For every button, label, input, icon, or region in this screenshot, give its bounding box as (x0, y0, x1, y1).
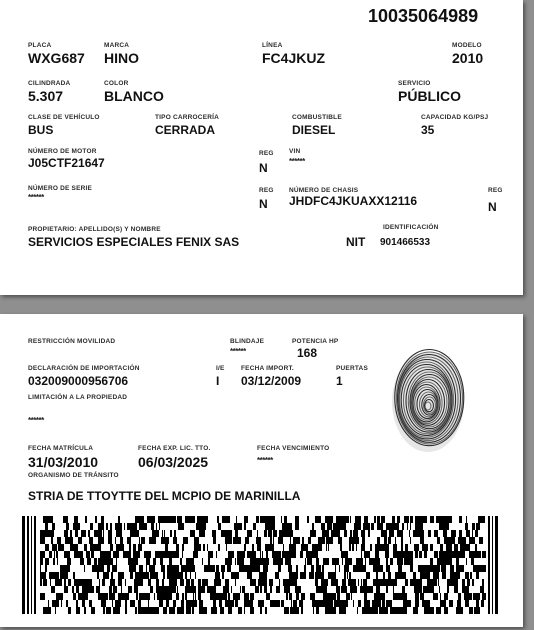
reg-motor-value: N (259, 161, 268, 175)
barcode-pdf417 (22, 516, 500, 614)
puertas-label: PUERTAS (336, 365, 368, 372)
carroceria-label: TIPO CARROCERÍA (155, 114, 220, 121)
servicio-label: SERVICIO (398, 80, 431, 87)
modelo-label: MODELO (452, 42, 482, 49)
declaracion-label: DECLARACIÓN DE IMPORTACIÓN (28, 365, 140, 372)
placa-value: WXG687 (28, 50, 85, 66)
ie-value: I (216, 374, 220, 388)
barcode-icon (22, 516, 500, 614)
vin-value: ****** (289, 157, 305, 166)
marca-label: MARCA (104, 42, 130, 49)
fecha-venc-label: FECHA VENCIMIENTO (257, 445, 330, 452)
motor-value: J05CTF21647 (28, 156, 105, 170)
clase-value: BUS (28, 123, 54, 137)
reg-serie-value: N (488, 200, 497, 214)
identificacion-label: IDENTIFICACIÓN (383, 224, 439, 231)
propietario-label: PROPIETARIO: APELLIDO(S) Y NOMBRE (28, 226, 161, 233)
fecha-import-label: FECHA IMPORT. (241, 365, 294, 372)
reg-motor-label: REG (259, 150, 274, 157)
servicio-value: PÚBLICO (398, 88, 461, 104)
fingerprint-icon (384, 348, 466, 456)
motor-label: NÚMERO DE MOTOR (28, 148, 97, 155)
color-label: COLOR (104, 80, 129, 87)
limitacion-value: ****** (28, 416, 44, 425)
reg-chasis-label: REG (259, 187, 274, 194)
cilindrada-label: CILINDRADA (28, 80, 71, 87)
placa-label: PLACA (28, 42, 52, 49)
combustible-label: COMBUSTIBLE (292, 114, 342, 121)
reg-serie-label: REG (488, 187, 503, 194)
capacidad-value: 35 (421, 123, 435, 137)
marca-value: HINO (104, 50, 139, 66)
potencia-label: POTENCIA HP (292, 338, 339, 345)
ie-label: I/E (216, 365, 225, 372)
modelo-value: 2010 (452, 50, 484, 66)
capacidad-label: CAPACIDAD KG/PSJ (421, 114, 489, 121)
restriccion-label: RESTRICCIÓN MOVILIDAD (28, 338, 116, 345)
clase-label: CLASE DE VEHÍCULO (28, 114, 100, 121)
fecha-venc-value: ****** (257, 456, 273, 465)
fecha-matricula-label: FECHA MATRÍCULA (28, 445, 94, 452)
fecha-matricula-value: 31/03/2010 (28, 454, 99, 470)
chasis-value: JHDFC4JKUAXX12116 (289, 194, 418, 208)
identificacion-value: 901466533 (380, 237, 431, 248)
limitacion-label: LIMITACIÓN A LA PROPIEDAD (28, 394, 128, 401)
serie-value: ****** (28, 193, 44, 202)
serie-label: NÚMERO DE SERIE (28, 185, 93, 192)
fecha-import-value: 03/12/2009 (241, 374, 302, 388)
vin-label: VIN (289, 148, 301, 155)
blindaje-label: BLINDAJE (230, 338, 265, 345)
license-card-front (0, 0, 523, 295)
linea-value: FC4JKUZ (262, 50, 326, 66)
fecha-exp-value: 06/03/2025 (138, 454, 209, 470)
combustible-value: DIESEL (292, 123, 336, 137)
carroceria-value: CERRADA (155, 123, 215, 137)
chasis-label: NÚMERO DE CHASIS (289, 187, 359, 194)
declaracion-value: 032009000956706 (28, 374, 129, 388)
id-doc-type: NIT (346, 235, 366, 249)
reg-chasis-value: N (259, 197, 268, 211)
blindaje-value: ****** (230, 347, 246, 356)
fingerprint-image (384, 348, 466, 456)
propietario-value: SERVICIOS ESPECIALES FENIX SAS (28, 235, 240, 249)
card-serial-number: 10035064989 (368, 6, 479, 26)
fecha-exp-label: FECHA EXP. LIC. TTO. (138, 445, 211, 452)
color-value: BLANCO (104, 88, 164, 104)
linea-label: LÍNEA (262, 42, 283, 49)
puertas-value: 1 (336, 374, 343, 388)
organismo-label: ORGANISMO DE TRÁNSITO (28, 472, 119, 479)
organismo-value: STRIA DE TTOYTTE DEL MCPIO DE MARINILLA (28, 489, 301, 503)
cilindrada-value: 5.307 (28, 88, 64, 104)
license-card-back (0, 314, 523, 627)
potencia-value: 168 (297, 346, 318, 360)
